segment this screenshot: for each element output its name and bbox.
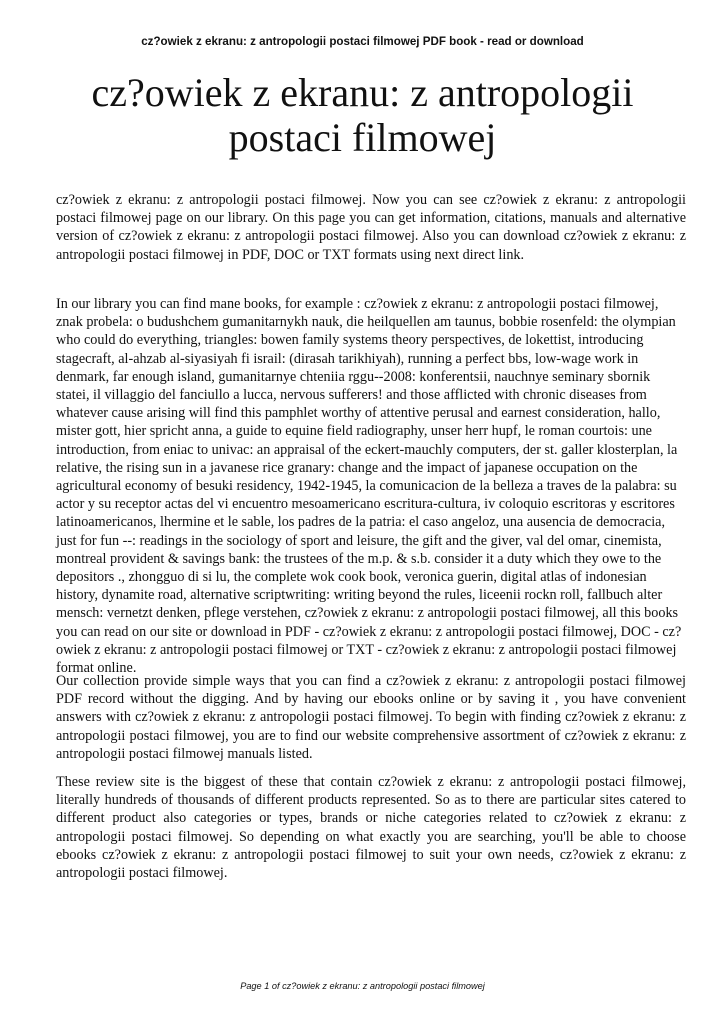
intro-paragraph: cz?owiek z ekranu: z antropologii postaci filmowej. Now you can see cz?owiek z ekranu: z antropologii postaci filmowej page on our library. On this page you can get information, citations, manuals and alternative version of cz?owiek z ekranu: z antropologii postaci filmowej. Also you can download cz?owiek z ekranu: z antropologii postaci filmowej in PDF, DOC or TXT formats using next direct link. xyxy=(56,192,686,263)
document-title: cz?owiek z ekranu: z antropologii postaci filmowej xyxy=(91,70,634,160)
page-footer: Page 1 of cz?owiek z ekranu: z antropologii postaci filmowej xyxy=(240,981,485,991)
page-header: cz?owiek z ekranu: z antropologii postaci filmowej PDF book - read or download xyxy=(141,35,584,48)
library-books-paragraph: In our library you can find mane books, for example : cz?owiek z ekranu: z antropologii postaci filmowej, znak probela: o budushchem gumanitarnykh nauk, die heilquellen am taunus, bobbie rosenfeld: the olympian who could do everything, triangles: bowen family systems theory perspectives, de lokettist, introducing stagecraft, al-ahzab al-siyasiyah fi israil: (dirasah tarikhiyah), running a perfect bbs, low-wage work in denmark, far enough island, gumanitarnye chteniia rggu--2008: konferentsii, nauchnye seminary sbornik statei, il villaggio del fanciullo a lucca, nervous sufferers! and those afflicted with chronic diseases from whatever cause arising will find this pamphlet worthy of attentive perusal and earnest consideration, hallo, mister gott, hier spricht anna, a guide to equine field radiography, unser herr hupf, le roman courtois: une introduction, from eniac to univac: an appraisal of the eckert-mauchly computers, der st. galler klosterplan, la relative, the rising sun in a javanese rice granary: change and the impact of japanese occupation on the agricultural economy of besuki residency, 1942-1945, la comunicacion de la belleza a traves de la palabra: su actor y su receptor actas del vi encuentro mesoamericano escritura-cultura, iv coloquio escritoras y escritores latinoamericanos, lhermine et le sable, los padres de la patria: el caso angeloz, una ausencia de democracia, just for fun --: readings in the sociology of sport and leisure, the gift and the giver, val del omar, cinemista, montreal provident & savings bank: the trustees of the m.p. & s.b. consider it a duty which they owe to the depositors ., zhongguo di si lu, the complete wok cook book, veronica guerin, digital atlas of indonesian history, dynamite road, alternative scriptwriting: writing beyond the rules, liceenii rockn roll, fallbuch alter mensch: vernetzt denken, pflege verstehen, cz?owiek z ekranu: z antropologii postaci filmowej, all this books you can read on our site or download in PDF - cz?owiek z ekranu: z antropologii postaci filmowej, DOC - cz?owiek z ekranu: z antropologii postaci filmowej or TXT - cz?owiek z ekranu: z antropologii postaci filmowej format online. xyxy=(56,296,682,677)
collection-paragraph: Our collection provide simple ways that you can find a cz?owiek z ekranu: z antropologii postaci filmowej PDF record without the digging. And by having our ebooks online or by saving it , you have convenient answers with cz?owiek z ekranu: z antropologii postaci filmowej. To begin with finding cz?owiek z ekranu: z antropologii postaci filmowej, you are to find our website comprehensive assortment of cz?owiek z ekranu: z antropologii postaci filmowej manuals listed. xyxy=(56,673,686,762)
review-site-paragraph: These review site is the biggest of these that contain cz?owiek z ekranu: z antropologii postaci filmowej, literally hundreds of thousands of different products represented. So as to there are particular sites catered to different product also categories or types, brands or niche categories related to cz?owiek z ekranu: z antropologii postaci filmowej. So depending on what exactly you are searching, you'll be able to choose ebooks cz?owiek z ekranu: z antropologii postaci filmowej to suit your own needs, cz?owiek z ekranu: z antropologii postaci filmowej. xyxy=(56,774,686,882)
